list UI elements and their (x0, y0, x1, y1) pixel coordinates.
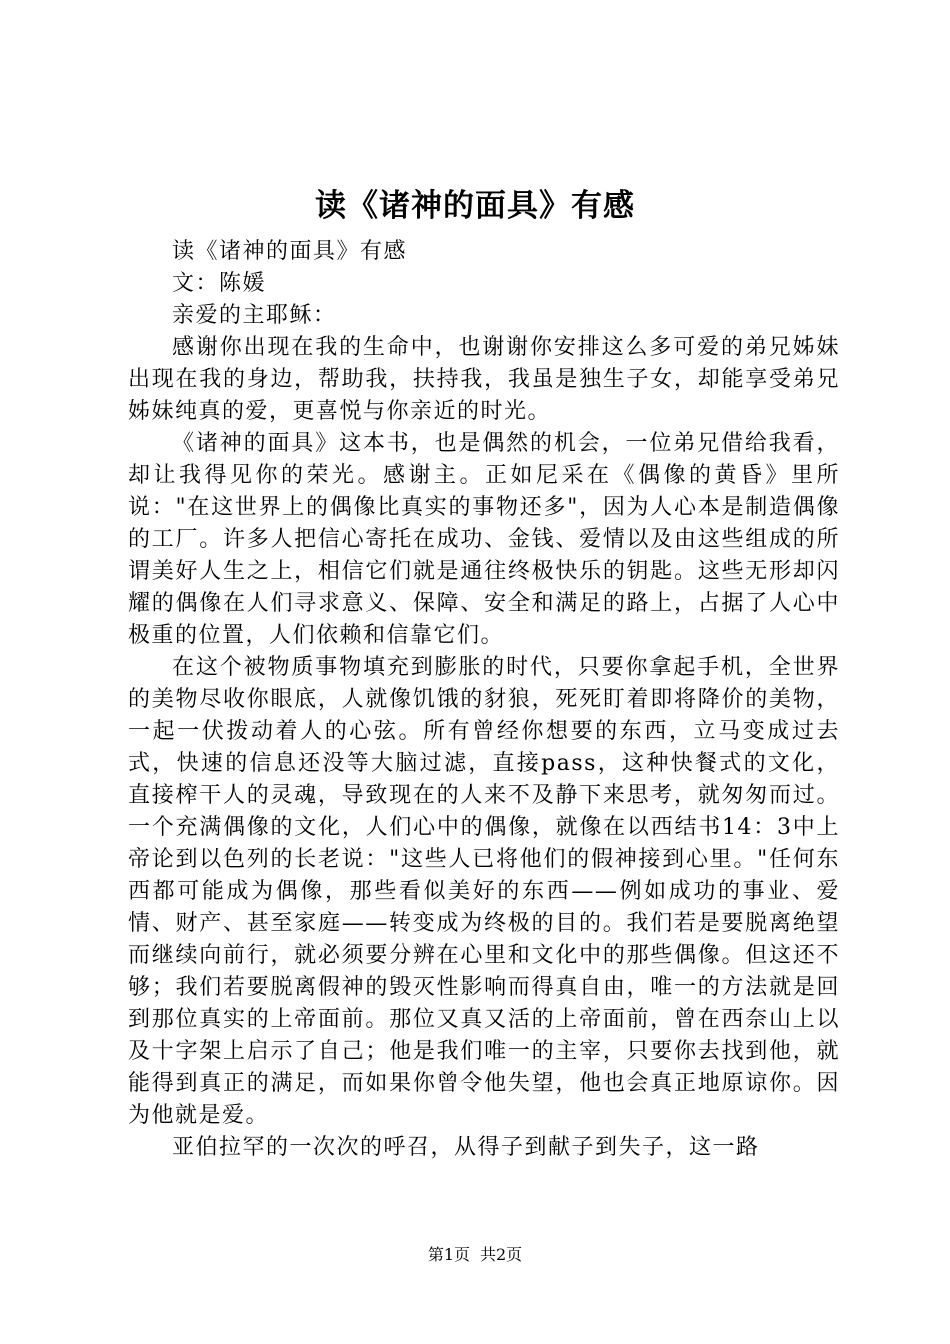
page-title: 读《诸神的面具》有感 (315, 188, 635, 224)
paragraph-body-2: 《诸神的面具》这本书，也是偶然的机会，一位弟兄借给我看，却让我得见你的荣光。感谢主。正如尼采在《偶像的黄昏》里所说："在这世界上的偶像比真实的事物还多"，因为人心本是制造偶像的工厂。许多人把信心寄托在成功、金钱、爱情以及由这些组成的所谓美好人生之上，相信它们就是通往终极快乐的钥匙。这些无形却闪耀的偶像在人们寻求意义、保障、安全和满足的路上，占据了人心中极重的位置，人们依赖和信靠它们。 (128, 431, 840, 648)
paragraph-body-3: 在这个被物质事物填充到膨胀的时代，只要你拿起手机，全世界的美物尽收你眼底，人就像饥饿的豺狼，死死盯着即将降价的美物，一起一伏拨动着人的心弦。所有曾经你想要的东西，立马变成过去式，快速的信息还没等大脑过滤，直接pass，这种快餐式的文化，直接榨干人的灵魂，导致现在的人来不及静下来思考，就匆匆而过。一个充满偶像的文化，人们心中的偶像，就像在以西结书14：3中上帝论到以色列的长老说："这些人已将他们的假神接到心里。"任何东西都可能成为偶像，那些看似美好的东西——例如成功的事业、爱情、财产、甚至家庭——转变成为终极的目的。我们若是要脱离绝望而继续向前行，就必须要分辨在心里和文化中的那些偶像。但这还不够；我们若要脱离假神的毁灭性影响而得真自由，唯一的方法就是回到那位真实的上帝面前。那位又真又活的上帝面前，曾在西奈山上以及十字架上启示了自己；他是我们唯一的主宰，只要你去找到他，就能得到真正的满足，而如果你曾令他失望，他也会真正地原谅你。因为他就是爱。 (128, 655, 840, 1128)
document-body (128, 236, 840, 1164)
paragraph-author: 文：陈媛 (172, 271, 267, 296)
page-footer (0, 1244, 950, 1266)
paragraph-salutation: 亲爱的主耶稣： (172, 303, 337, 328)
page-number: 第1页 (427, 1245, 470, 1264)
paragraph-body-4: 亚伯拉罕的一次次的呼召，从得子到献子到失子，这一路 (172, 1135, 760, 1160)
page-total: 共2页 (480, 1245, 523, 1264)
paragraph-subtitle: 读《诸神的面具》有感 (172, 239, 408, 264)
paragraph-body-1: 感谢你出现在我的生命中，也谢谢你安排这么多可爱的弟兄姊妹出现在我的身边，帮助我，扶持我，我虽是独生子女，却能享受弟兄姊妹纯真的爱，更喜悦与你亲近的时光。 (128, 335, 840, 424)
